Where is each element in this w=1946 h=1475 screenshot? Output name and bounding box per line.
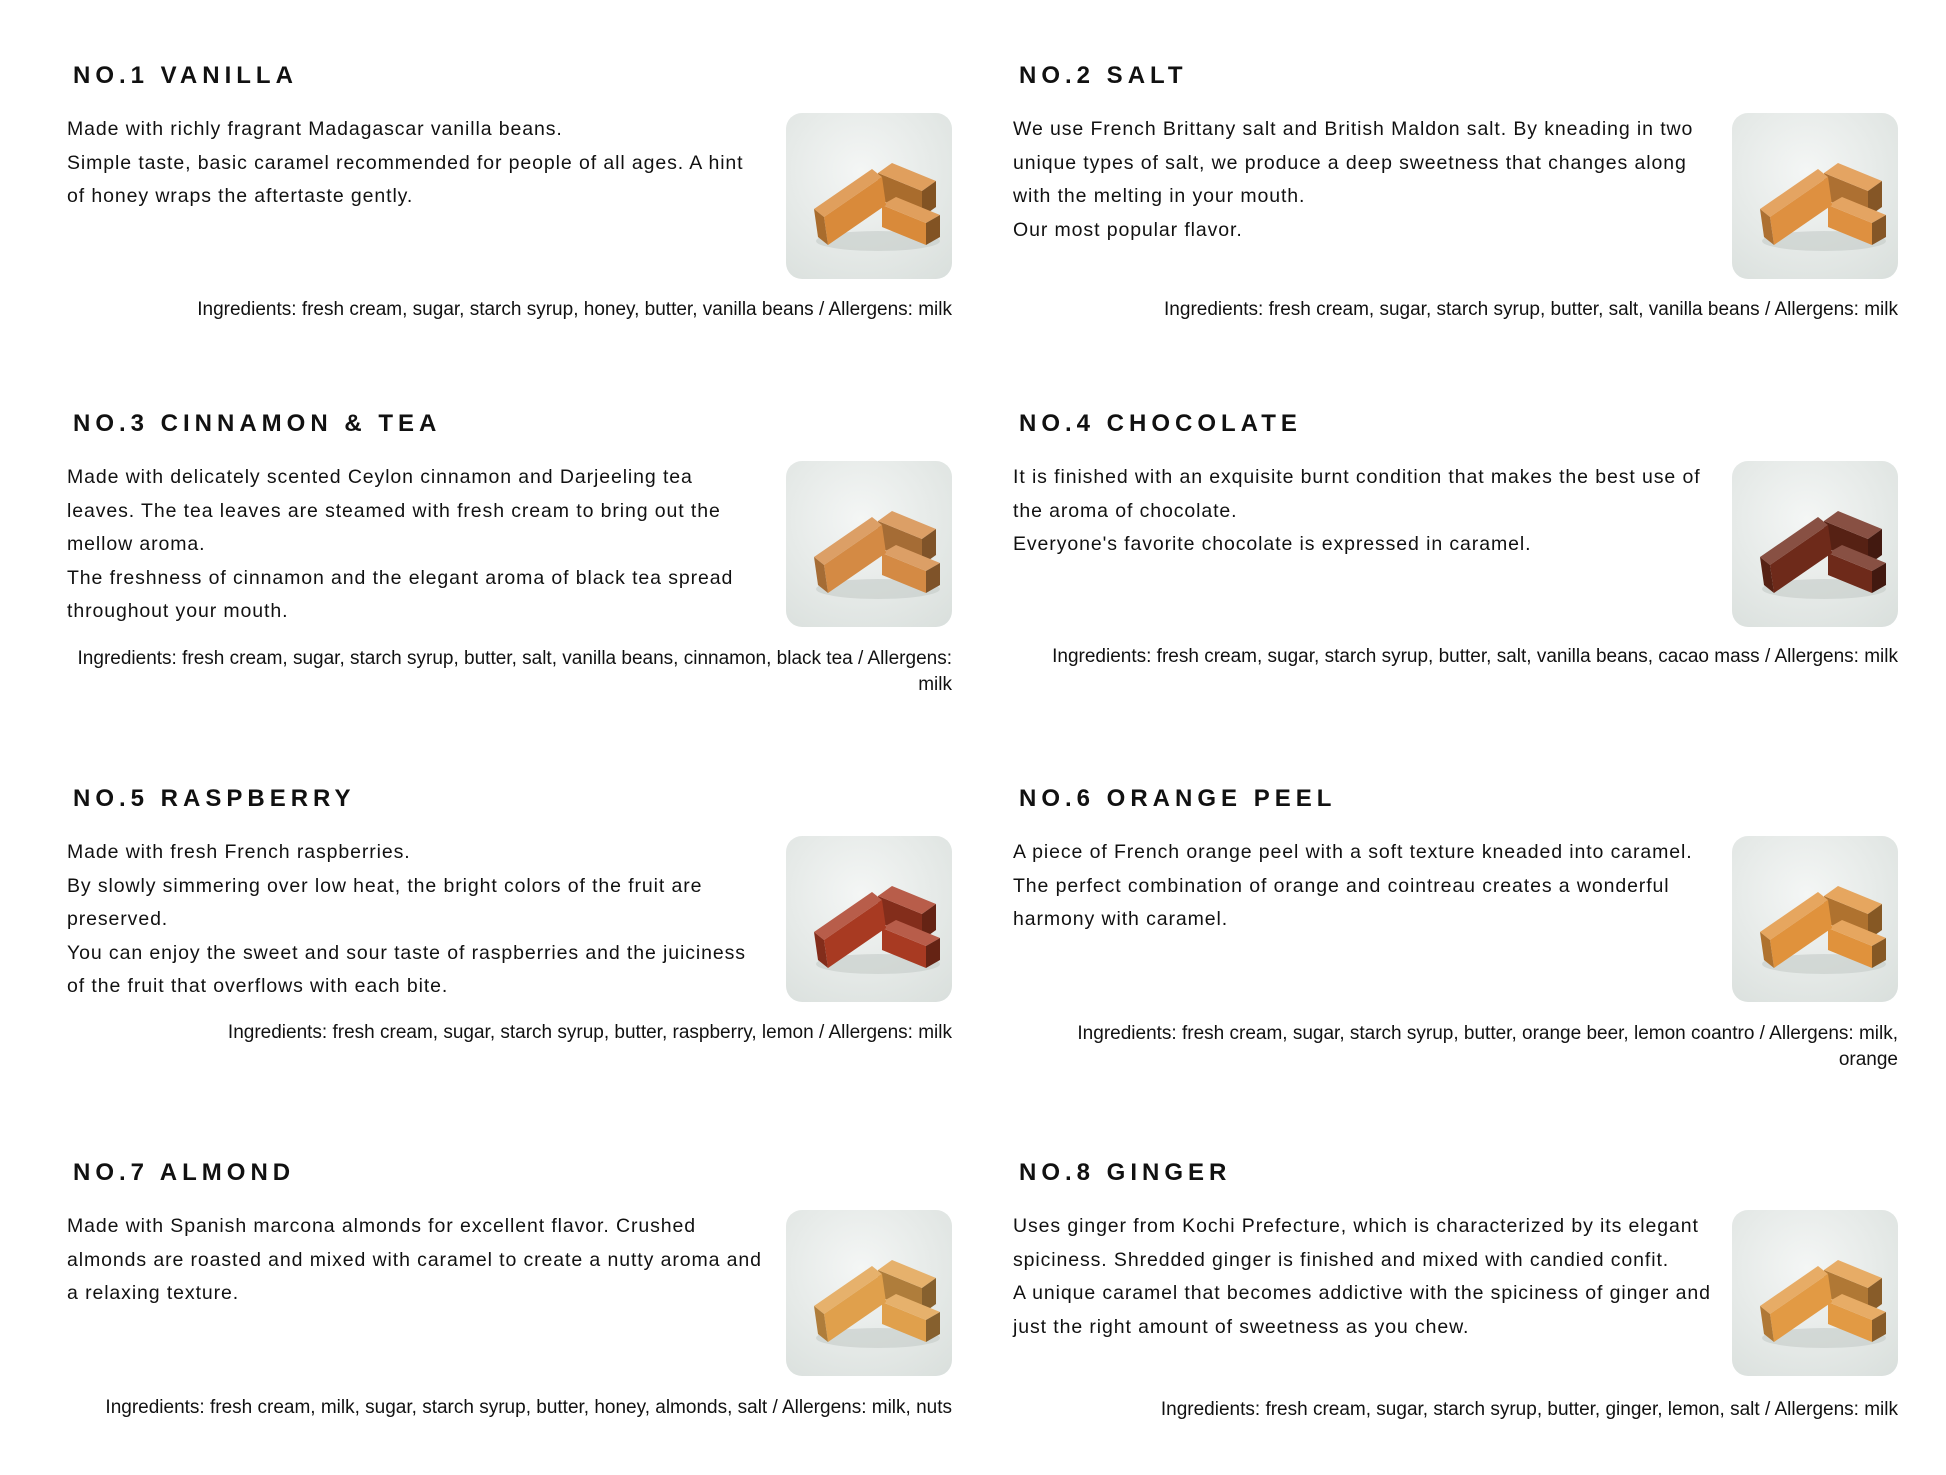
description-line: We use French Brittany salt and British Maldon salt. By kneading in two unique types of salt, we produce a deep sweetness that changes along with the melting in your mouth. [1013, 118, 1694, 207]
caramel-photo-icon [1732, 113, 1898, 279]
ingredients-text: Ingredients: fresh cream, sugar, starch syrup, butter, raspberry, lemon / Allergens: milk [227, 1022, 952, 1043]
description-line: Made with Spanish marcona almonds for excellent flavor. Crushed almonds are roasted and mixed with caramel to create a nutty aroma and a relaxing texture. [67, 1215, 762, 1304]
flavor-title: NO.4 CHOCOLATE [1019, 410, 1302, 437]
caramel-photo-icon [786, 113, 952, 279]
flavor-title: NO.8 GINGER [1019, 1159, 1232, 1186]
description-line: Everyone's favorite chocolate is expressed in caramel. [1013, 533, 1532, 555]
flavor-title: NO.7 ALMOND [73, 1159, 296, 1186]
caramel-photo-icon [1732, 461, 1898, 627]
caramel-photo-icon [786, 836, 952, 1002]
description-line: A unique caramel that becomes addictive with the spiciness of ginger and just the right amount of sweetness as you chew. [1013, 1282, 1711, 1338]
description-line: It is finished with an exquisite burnt condition that makes the best use of the aroma of chocolate. [1013, 466, 1701, 522]
description-line: By slowly simmering over low heat, the bright colors of the fruit are preserved. [67, 874, 703, 930]
flavor-description [67, 1210, 767, 1311]
ingredients-text: Ingredients: fresh cream, sugar, starch syrup, butter, ginger, lemon, salt / Allergens: milk [1160, 1399, 1898, 1420]
ingredients-text: Ingredients: fresh cream, sugar, starch syrup, butter, orange beer, lemon coantro / Allergens: milk, orange [1077, 1023, 1898, 1070]
caramel-photo-icon [786, 461, 952, 627]
flavor-title: NO.1 VANILLA [73, 62, 298, 89]
flavor-description [67, 836, 767, 1004]
flavor-title: NO.5 RASPBERRY [73, 785, 356, 812]
caramel-photo-icon [786, 1210, 952, 1376]
flavor-description [67, 113, 767, 214]
ingredients-text: Ingredients: fresh cream, sugar, starch syrup, butter, salt, vanilla beans, cinnamon, black tea / Allergens: milk [77, 648, 952, 695]
description-line: The perfect combination of orange and cointreau creates a wonderful harmony with caramel. [1013, 874, 1670, 930]
flavor-title: NO.3 CINNAMON & TEA [73, 410, 442, 437]
description-line: Simple taste, basic caramel recommended for people of all ages. A hint of honey wraps the aftertaste gently. [67, 151, 744, 207]
description-line: Made with richly fragrant Madagascar vanilla beans. [67, 118, 563, 140]
flavor-title: NO.6 ORANGE PEEL [1019, 785, 1337, 812]
flavor-description [1013, 461, 1713, 562]
flavor-description [1013, 1210, 1713, 1344]
ingredients-text: Ingredients: fresh cream, sugar, starch syrup, butter, salt, vanilla beans, cacao mass / Allergens: milk [1052, 646, 1898, 667]
ingredients-text: Ingredients: fresh cream, milk, sugar, starch syrup, butter, honey, almonds, salt / Allergens: milk, nuts [105, 1397, 952, 1418]
description-line: The freshness of cinnamon and the elegant aroma of black tea spread throughout your mouth. [67, 566, 734, 622]
flavor-description [1013, 836, 1713, 937]
flavor-description [67, 461, 767, 629]
description-line: Made with fresh French raspberries. [67, 841, 411, 863]
description-line: Made with delicately scented Ceylon cinnamon and Darjeeling tea leaves. The tea leaves are steamed with fresh cream to bring out the mellow aroma. [67, 466, 721, 555]
caramel-photo-icon [1732, 1210, 1898, 1376]
description-line: Our most popular flavor. [1013, 218, 1243, 241]
flavor-title: NO.2 SALT [1019, 62, 1188, 89]
flavor-description [1013, 113, 1713, 247]
description-line: You can enjoy the sweet and sour taste of raspberries and the juiciness of the fruit that overflows with each bite. [67, 941, 746, 997]
description-line: Uses ginger from Kochi Prefecture, which is characterized by its elegant spiciness. Shredded ginger is finished and mixed with candied confit. [1013, 1215, 1699, 1271]
description-line: A piece of French orange peel with a soft texture kneaded into caramel. [1013, 841, 1693, 863]
ingredients-text: Ingredients: fresh cream, sugar, starch syrup, butter, salt, vanilla beans / Allergens: milk [1164, 299, 1898, 320]
ingredients-text: Ingredients: fresh cream, sugar, starch syrup, honey, butter, vanilla beans / Allergens: milk [197, 299, 952, 320]
caramel-photo-icon [1732, 836, 1898, 1002]
